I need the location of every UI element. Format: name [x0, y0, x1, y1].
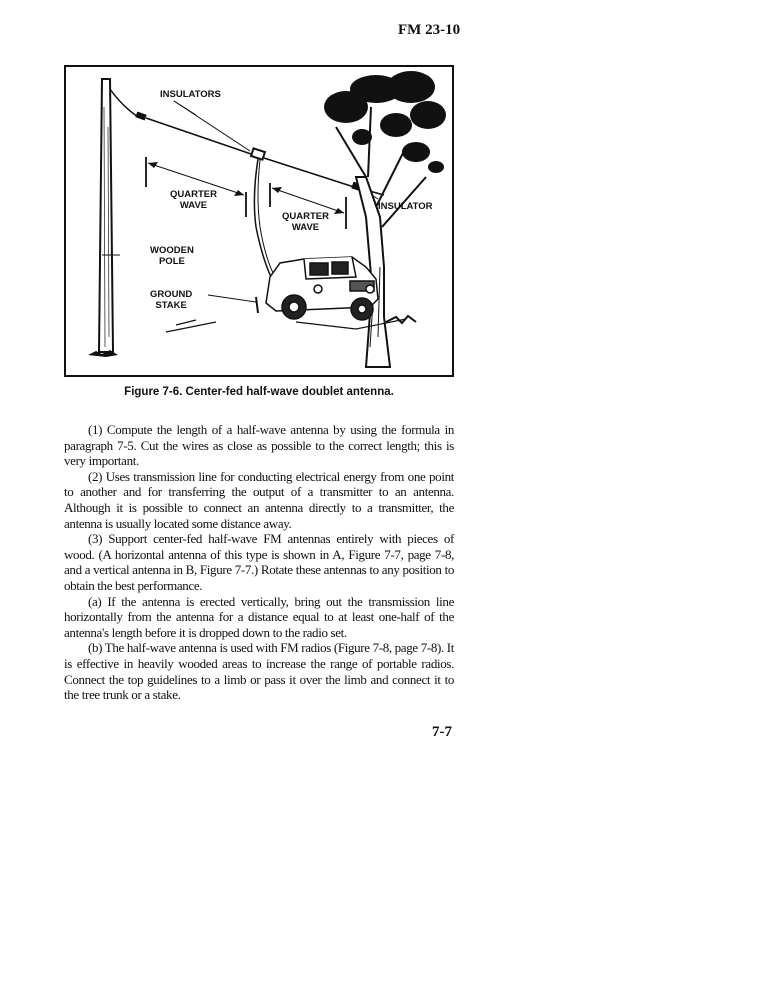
antenna-illustration [66, 67, 452, 375]
antenna-wire-left [146, 118, 254, 155]
page-number: 7-7 [432, 724, 452, 740]
vehicle [266, 257, 378, 320]
paragraph-1: (1) Compute the length of a half-wave antenna by using the formula in paragraph 7-5. Cut the wires as close as possible to the correct length; this is very important. [64, 422, 454, 469]
label-quarter-wave-left-line1: QUARTER [170, 189, 217, 200]
tree-foliage [324, 71, 446, 173]
label-ground-stake-line2: STAKE [155, 300, 187, 311]
center-insulator-shape [251, 148, 265, 159]
left-insulator-shape [135, 111, 146, 120]
ground-stake-shape [256, 297, 258, 313]
document-code: FM 23-10 [398, 22, 461, 38]
label-quarter-wave-right-line1: QUARTER [282, 211, 329, 222]
label-wooden-pole-line1: WOODEN [150, 245, 194, 256]
figure-frame [64, 65, 454, 377]
paragraph-3: (3) Support center-fed half-wave FM antennas entirely with pieces of wood. (A horizontal antenna of this type is shown in A, Figure 7-7, page 7-8, and a vertical antenna in B, Figure 7-7.) Rotate these antennas to any position to obtain the best performance. [64, 531, 454, 593]
label-quarter-wave-right-line2: WAVE [291, 222, 320, 233]
label-insulators: INSULATORS [160, 89, 221, 100]
label-quarter-wave-right [282, 211, 329, 233]
label-ground-stake-line1: GROUND [150, 289, 193, 300]
antenna-wire-right [264, 158, 354, 187]
paragraph-2: (2) Uses transmission line for conducting electrical energy from one point to another and for transferring the output of a transmitter to an antenna. Although it is possible to connect an antenna directly to a transmitter, the antenna is usually located some distance away. [64, 468, 454, 531]
wooden-pole-shape [99, 79, 113, 352]
label-insulator: INSULATOR [378, 201, 433, 212]
label-wooden-pole [150, 245, 194, 267]
body-text [64, 422, 454, 703]
figure-caption: Figure 7-6. Center-fed half-wave doublet antenna. [124, 386, 394, 398]
label-quarter-wave-left-line2: WAVE [179, 200, 208, 211]
paragraph-5: (b) The half-wave antenna is used with FM radios (Figure 7-8, page 7-8). It is effective in heavily wooded areas to increase the range of portable radios. Connect the top guidelines to a limb or pass it over the limb and connect it to the tree trunk or a stake. [64, 640, 454, 703]
label-quarter-wave-left [170, 189, 217, 211]
label-ground-stake [150, 289, 192, 311]
paragraph-4: (a) If the antenna is erected vertically, bring out the transmission line horizontally from the antenna for a distance equal to at least one-half of the antenna's length before it is dropped down to the radio set. [64, 593, 454, 640]
label-wooden-pole-line2: POLE [158, 256, 185, 267]
